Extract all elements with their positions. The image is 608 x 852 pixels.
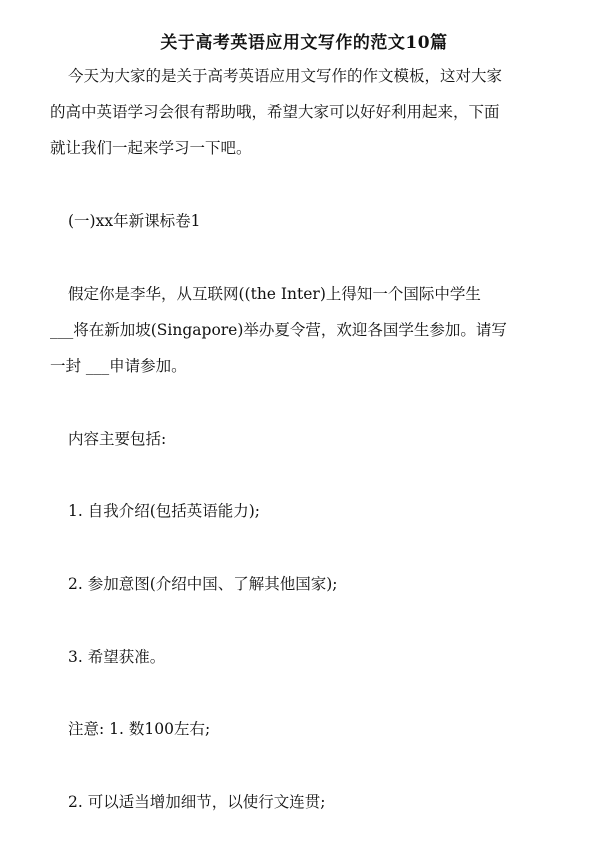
document-title: 关于高考英语应用文写作的范文10篇 (160, 33, 448, 53)
content-heading: 内容主要包括: (68, 430, 167, 448)
list-item-2: 2. 参加意图(介绍中国、了解其他国家); (68, 575, 338, 593)
note-line: 注意: 1. 数100左右; (68, 720, 211, 738)
intro-line-1: 今天为大家的是关于高考英语应用文写作的作文模板，这对大家 (68, 67, 503, 85)
list-item-3: 3. 希望获准。 (68, 648, 166, 666)
intro-line-2: 的高中英语学习会很有帮助哦，希望大家可以好好利用起来，下面 (50, 103, 500, 121)
section-heading: (一)xx年新课标卷1 (68, 212, 201, 230)
intro-line-3: 就让我们一起来学习一下吧。 (50, 139, 252, 157)
list-item-1: 1. 自我介绍(包括英语能力); (68, 502, 261, 520)
prompt-line-1: 假定你是李华，从互联网((the Inter)上得知一个国际中学生 (68, 285, 481, 303)
prompt-line-2: ___将在新加坡(Singapore)举办夏令营，欢迎各国学生参加。请写 (50, 321, 507, 339)
prompt-line-3: 一封 ___申请参加。 (50, 357, 187, 375)
note-item-2: 2. 可以适当增加细节，以使行文连贯; (68, 793, 326, 811)
